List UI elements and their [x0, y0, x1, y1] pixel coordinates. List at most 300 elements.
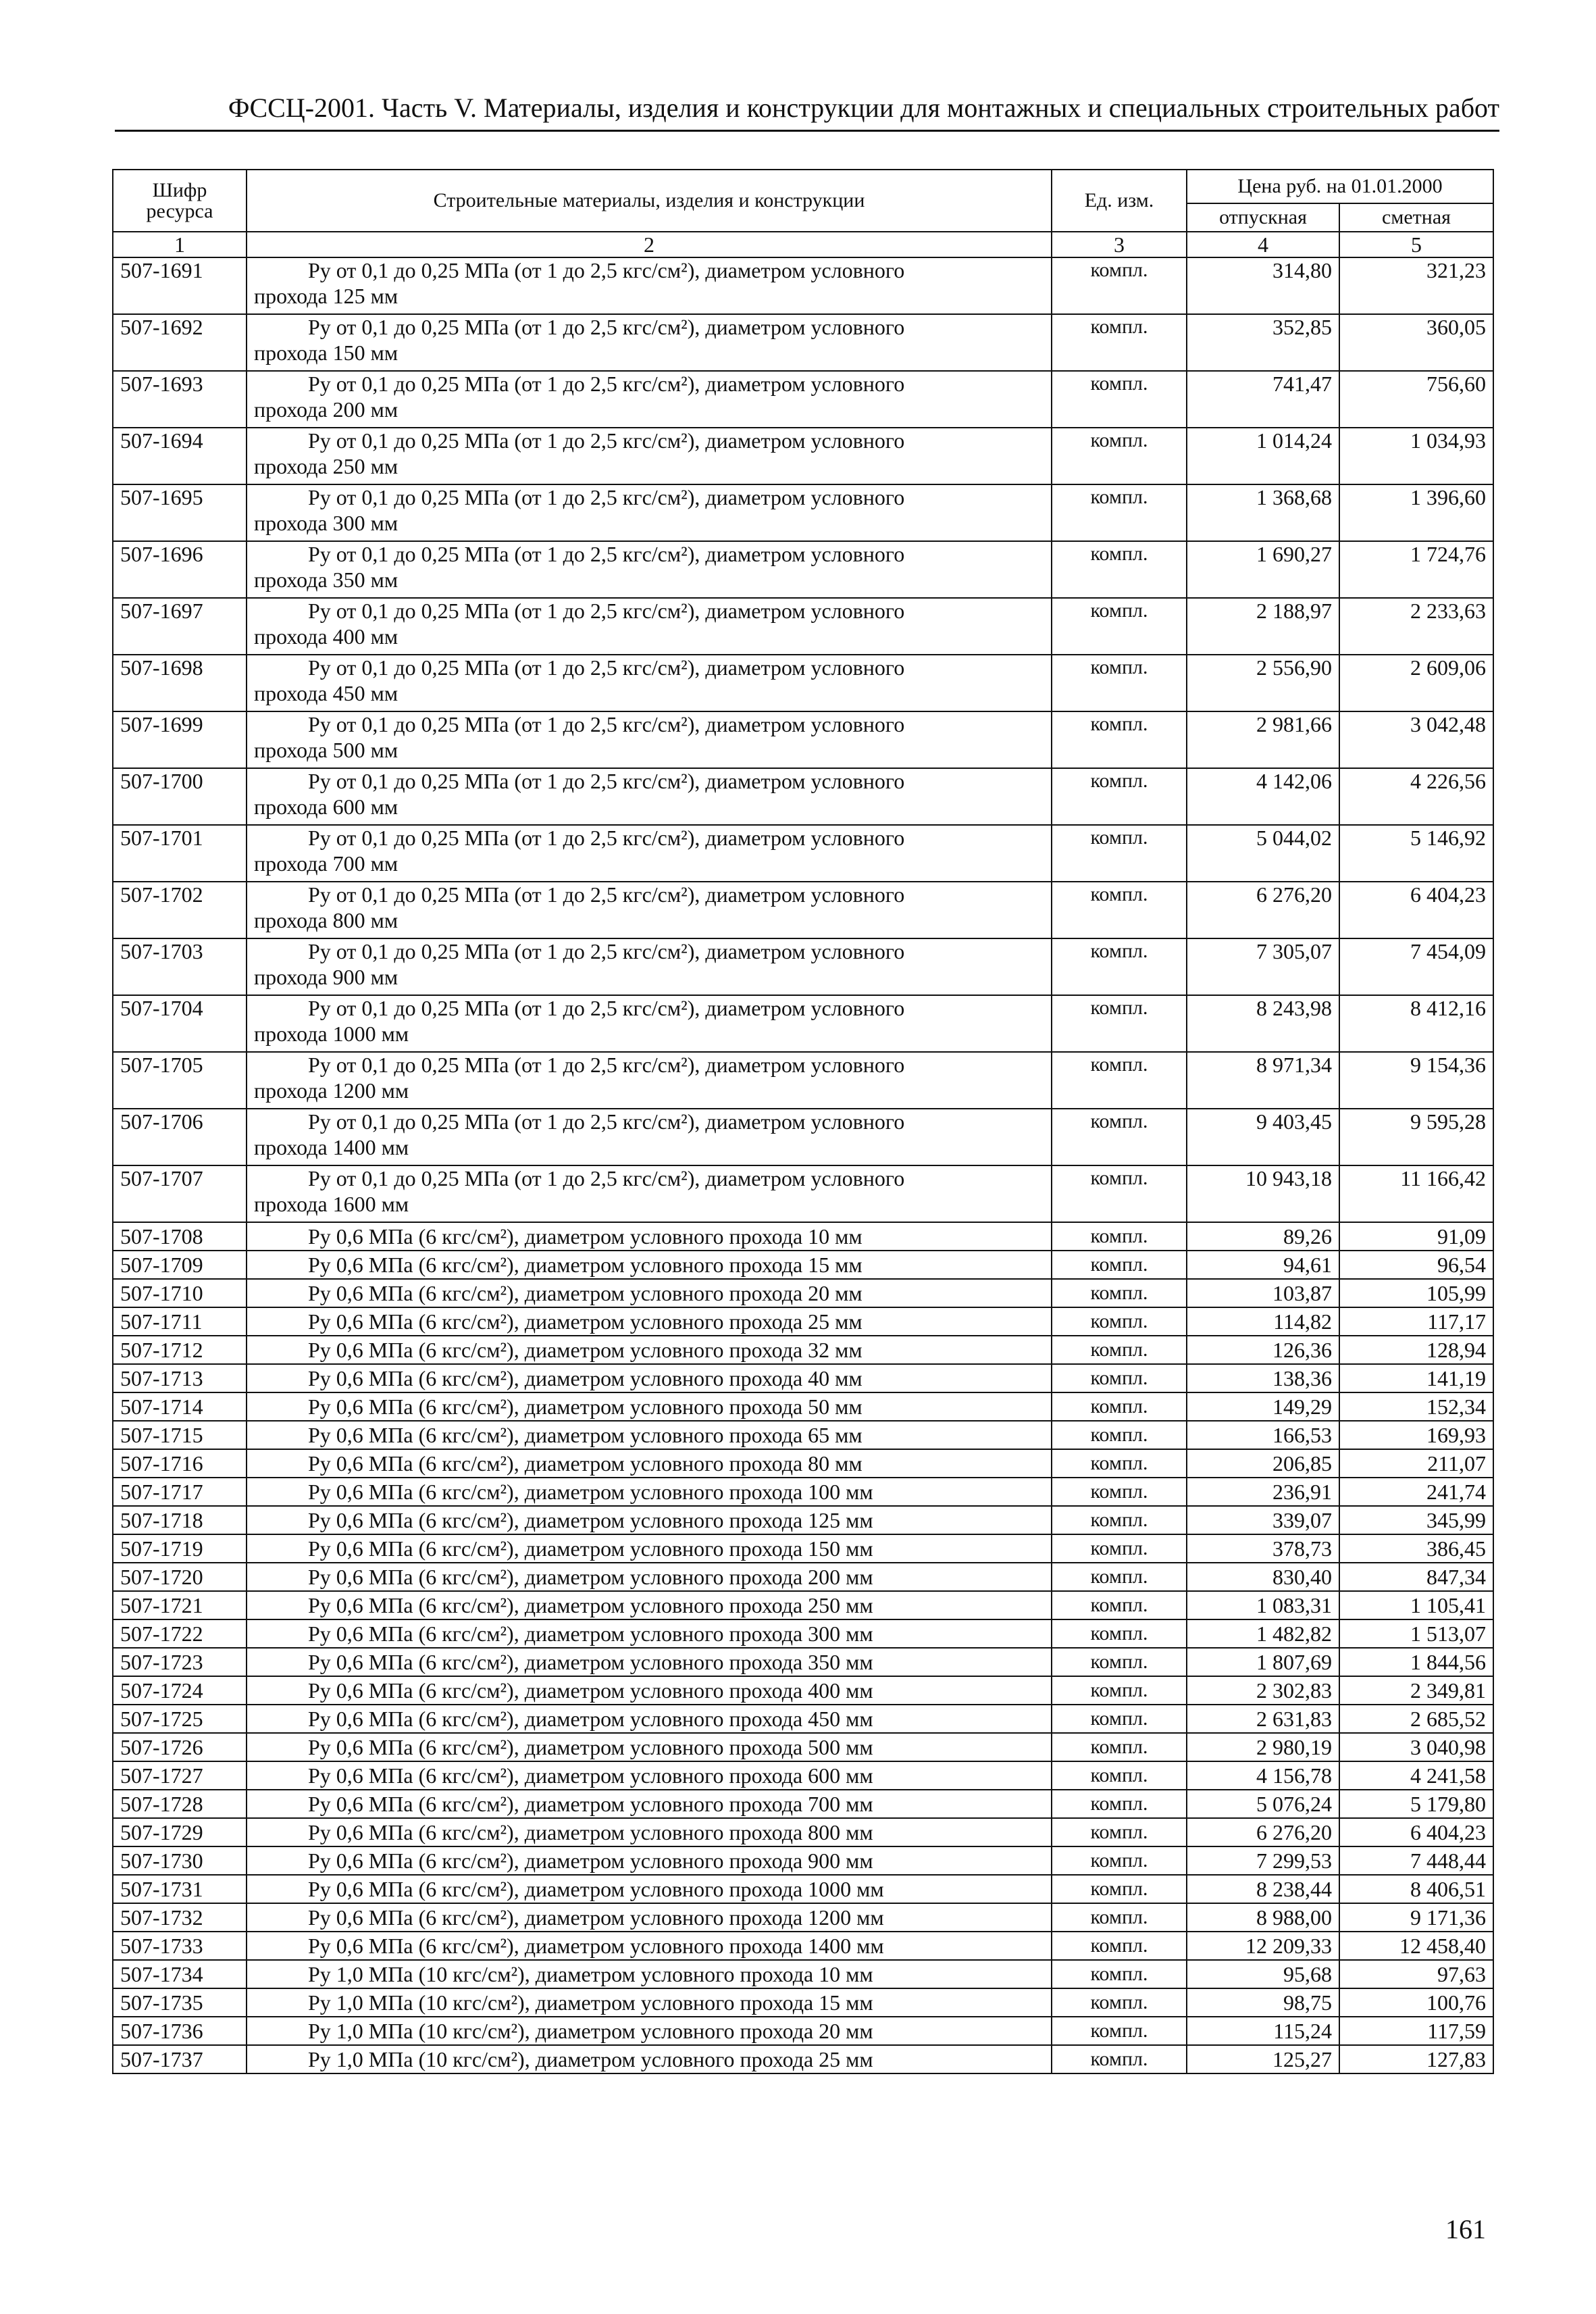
- resource-code-cell: 507-1702: [113, 882, 247, 938]
- resource-code-cell: 507-1710: [113, 1279, 247, 1307]
- description-cell: [247, 314, 1052, 371]
- description-line-1: Ру 0,6 МПа (6 кгс/см²), диаметром условного прохода 400 мм: [308, 1678, 873, 1703]
- estimate-price-cell: 4 226,56: [1339, 768, 1493, 825]
- unit-cell: компл.: [1052, 1733, 1187, 1761]
- release-price-cell: 1 368,68: [1187, 484, 1339, 541]
- unit-cell: компл.: [1052, 428, 1187, 484]
- description-line-1: Ру 0,6 МПа (6 кгс/см²), диаметром условного прохода 1200 мм: [308, 1905, 884, 1930]
- table-row: [113, 882, 1493, 938]
- unit-cell: компл.: [1052, 1591, 1187, 1619]
- description-line-1: Ру 0,6 МПа (6 кгс/см²), диаметром условного прохода 200 мм: [308, 1565, 873, 1589]
- description-line-1: Ру 0,6 МПа (6 кгс/см²), диаметром условного прохода 900 мм: [308, 1848, 873, 1873]
- description-line-1: Ру от 0,1 до 0,25 МПа (от 1 до 2,5 кгс/см²), диаметром условного: [308, 428, 905, 453]
- description-line-1: Ру от 0,1 до 0,25 МПа (от 1 до 2,5 кгс/см²), диаметром условного: [308, 372, 905, 396]
- unit-cell: компл.: [1052, 371, 1187, 428]
- estimate-price-cell: 321,23: [1339, 257, 1493, 314]
- resource-code-cell: 507-1731: [113, 1875, 247, 1903]
- resource-code-cell: 507-1711: [113, 1307, 247, 1336]
- estimate-price-cell: 7 448,44: [1339, 1846, 1493, 1875]
- description-line-1: Ру 1,0 МПа (10 кгс/см²), диаметром условного прохода 20 мм: [308, 2019, 873, 2043]
- resource-code-cell: 507-1717: [113, 1478, 247, 1506]
- release-price-cell: 6 276,20: [1187, 1818, 1339, 1846]
- estimate-price-cell: 96,54: [1339, 1251, 1493, 1279]
- description-cell: [247, 1790, 1052, 1818]
- table-row: [113, 995, 1493, 1052]
- table-row: [113, 1733, 1493, 1761]
- unit-cell: компл.: [1052, 655, 1187, 711]
- description-cell: [247, 1364, 1052, 1392]
- estimate-price-cell: 128,94: [1339, 1336, 1493, 1364]
- unit-cell: компл.: [1052, 938, 1187, 995]
- unit-cell: компл.: [1052, 1960, 1187, 1988]
- estimate-price-cell: 6 404,23: [1339, 1818, 1493, 1846]
- estimate-price-cell: 91,09: [1339, 1222, 1493, 1251]
- description-line-1: Ру 0,6 МПа (6 кгс/см²), диаметром условного прохода 125 мм: [308, 1508, 873, 1532]
- unit-cell: компл.: [1052, 598, 1187, 655]
- description-line-1: Ру от 0,1 до 0,25 МПа (от 1 до 2,5 кгс/см²), диаметром условного: [308, 1109, 905, 1134]
- resource-code-cell: 507-1733: [113, 1932, 247, 1960]
- estimate-price-cell: 5 146,92: [1339, 825, 1493, 882]
- unit-cell: компл.: [1052, 541, 1187, 598]
- description-line-1: Ру 1,0 МПа (10 кгс/см²), диаметром условного прохода 10 мм: [308, 1962, 873, 1986]
- description-line-1: Ру 0,6 МПа (6 кгс/см²), диаметром условного прохода 250 мм: [308, 1593, 873, 1617]
- description-cell: [247, 1619, 1052, 1648]
- estimate-price-cell: 847,34: [1339, 1563, 1493, 1591]
- description-cell: [247, 541, 1052, 598]
- unit-cell: компл.: [1052, 484, 1187, 541]
- estimate-price-cell: 1 105,41: [1339, 1591, 1493, 1619]
- estimate-price-cell: 756,60: [1339, 371, 1493, 428]
- description-line-1: Ру от 0,1 до 0,25 МПа (от 1 до 2,5 кгс/см²), диаметром условного: [308, 826, 905, 850]
- resource-code-cell: 507-1713: [113, 1364, 247, 1392]
- resource-code-cell: 507-1691: [113, 257, 247, 314]
- description-cell: [247, 1705, 1052, 1733]
- resource-code-cell: 507-1719: [113, 1534, 247, 1563]
- release-price-cell: 1 807,69: [1187, 1648, 1339, 1676]
- description-line-1: Ру от 0,1 до 0,25 МПа (от 1 до 2,5 кгс/см²), диаметром условного: [308, 485, 905, 509]
- unit-cell: компл.: [1052, 1818, 1187, 1846]
- release-price-cell: 378,73: [1187, 1534, 1339, 1563]
- release-price-cell: 94,61: [1187, 1251, 1339, 1279]
- price-table: [112, 169, 1494, 2074]
- release-price-cell: 2 631,83: [1187, 1705, 1339, 1733]
- release-price-cell: 314,80: [1187, 257, 1339, 314]
- description-cell: [247, 1932, 1052, 1960]
- unit-cell: компл.: [1052, 1563, 1187, 1591]
- unit-cell: компл.: [1052, 1619, 1187, 1648]
- resource-code-cell: 507-1698: [113, 655, 247, 711]
- unit-cell: компл.: [1052, 711, 1187, 768]
- estimate-price-cell: 8 412,16: [1339, 995, 1493, 1052]
- resource-code-cell: 507-1712: [113, 1336, 247, 1364]
- estimate-price-cell: 2 233,63: [1339, 598, 1493, 655]
- resource-code-cell: 507-1700: [113, 768, 247, 825]
- release-price-cell: 2 556,90: [1187, 655, 1339, 711]
- description-line-1: Ру от 0,1 до 0,25 МПа (от 1 до 2,5 кгс/см²), диаметром условного: [308, 1053, 905, 1077]
- description-line-1: Ру 0,6 МПа (6 кгс/см²), диаметром условного прохода 10 мм: [308, 1224, 863, 1249]
- description-cell: [247, 768, 1052, 825]
- unit-cell: компл.: [1052, 2017, 1187, 2045]
- unit-cell: компл.: [1052, 1251, 1187, 1279]
- resource-code-cell: 507-1695: [113, 484, 247, 541]
- unit-cell: компл.: [1052, 1988, 1187, 2017]
- estimate-price-cell: 8 406,51: [1339, 1875, 1493, 1903]
- description-line-2: прохода 1600 мм: [254, 1191, 409, 1216]
- description-cell: [247, 995, 1052, 1052]
- release-price-cell: 1 690,27: [1187, 541, 1339, 598]
- description-cell: [247, 2045, 1052, 2073]
- unit-cell: компл.: [1052, 1336, 1187, 1364]
- description-line-1: Ру от 0,1 до 0,25 МПа (от 1 до 2,5 кгс/см²), диаметром условного: [308, 258, 905, 282]
- estimate-price-cell: 2 685,52: [1339, 1705, 1493, 1733]
- description-cell: [247, 1478, 1052, 1506]
- description-line-1: Ру от 0,1 до 0,25 МПа (от 1 до 2,5 кгс/см²), диаметром условного: [308, 996, 905, 1020]
- unit-cell: компл.: [1052, 1705, 1187, 1733]
- resource-code-cell: 507-1735: [113, 1988, 247, 2017]
- estimate-price-cell: 169,93: [1339, 1421, 1493, 1449]
- estimate-price-cell: 1 844,56: [1339, 1648, 1493, 1676]
- release-price-cell: 8 971,34: [1187, 1052, 1339, 1109]
- unit-cell: компл.: [1052, 1648, 1187, 1676]
- resource-code-cell: 507-1726: [113, 1733, 247, 1761]
- resource-code-cell: 507-1736: [113, 2017, 247, 2045]
- estimate-price-cell: 1 396,60: [1339, 484, 1493, 541]
- table-row: [113, 428, 1493, 484]
- table-row: [113, 1109, 1493, 1165]
- estimate-price-cell: 5 179,80: [1339, 1790, 1493, 1818]
- release-price-cell: 2 188,97: [1187, 598, 1339, 655]
- table-row: [113, 1421, 1493, 1449]
- resource-code-cell: 507-1720: [113, 1563, 247, 1591]
- description-line-2: прохода 1200 мм: [254, 1078, 409, 1103]
- release-price-cell: 9 403,45: [1187, 1109, 1339, 1165]
- description-line-1: Ру от 0,1 до 0,25 МПа (от 1 до 2,5 кгс/см²), диаметром условного: [308, 542, 905, 566]
- table-row: [113, 484, 1493, 541]
- resource-code-cell: 507-1704: [113, 995, 247, 1052]
- description-cell: [247, 1563, 1052, 1591]
- description-line-1: Ру от 0,1 до 0,25 МПа (от 1 до 2,5 кгс/см²), диаметром условного: [308, 882, 905, 907]
- table-row: [113, 655, 1493, 711]
- table-row: [113, 2045, 1493, 2073]
- release-price-cell: 125,27: [1187, 2045, 1339, 2073]
- table-row: [113, 1251, 1493, 1279]
- estimate-price-cell: 241,74: [1339, 1478, 1493, 1506]
- release-price-cell: 7 305,07: [1187, 938, 1339, 995]
- description-cell: [247, 1960, 1052, 1988]
- estimate-price-cell: 152,34: [1339, 1392, 1493, 1421]
- description-cell: [247, 2017, 1052, 2045]
- release-price-cell: 89,26: [1187, 1222, 1339, 1251]
- description-cell: [247, 1761, 1052, 1790]
- unit-cell: компл.: [1052, 314, 1187, 371]
- unit-cell: компл.: [1052, 1846, 1187, 1875]
- description-line-1: Ру 1,0 МПа (10 кгс/см²), диаметром условного прохода 15 мм: [308, 1990, 873, 2015]
- description-cell: [247, 1307, 1052, 1336]
- column-number: 3: [1052, 232, 1187, 257]
- release-price-cell: 830,40: [1187, 1563, 1339, 1591]
- resource-code-cell: 507-1708: [113, 1222, 247, 1251]
- description-cell: [247, 371, 1052, 428]
- description-cell: [247, 1109, 1052, 1165]
- release-price-cell: 2 302,83: [1187, 1676, 1339, 1705]
- table-row: [113, 1534, 1493, 1563]
- description-line-2: прохода 350 мм: [254, 567, 398, 592]
- table-row: [113, 1506, 1493, 1534]
- description-cell: [247, 1676, 1052, 1705]
- table-row: [113, 1336, 1493, 1364]
- release-price-cell: 10 943,18: [1187, 1165, 1339, 1222]
- description-cell: [247, 1846, 1052, 1875]
- description-line-1: Ру от 0,1 до 0,25 МПа (от 1 до 2,5 кгс/см²), диаметром условного: [308, 769, 905, 793]
- description-cell: [247, 598, 1052, 655]
- estimate-price-cell: 97,63: [1339, 1960, 1493, 1988]
- description-cell: [247, 882, 1052, 938]
- description-line-1: Ру от 0,1 до 0,25 МПа (от 1 до 2,5 кгс/см²), диаметром условного: [308, 599, 905, 623]
- unit-cell: компл.: [1052, 1109, 1187, 1165]
- unit-cell: компл.: [1052, 1364, 1187, 1392]
- table-row: [113, 1648, 1493, 1676]
- release-price-cell: 339,07: [1187, 1506, 1339, 1534]
- description-line-2: прохода 200 мм: [254, 397, 398, 422]
- release-price-cell: 352,85: [1187, 314, 1339, 371]
- estimate-price-cell: 11 166,42: [1339, 1165, 1493, 1222]
- description-cell: [247, 1336, 1052, 1364]
- description-line-2: прохода 400 мм: [254, 624, 398, 649]
- column-number: 2: [247, 232, 1052, 257]
- estimate-price-cell: 141,19: [1339, 1364, 1493, 1392]
- estimate-price-cell: 6 404,23: [1339, 882, 1493, 938]
- description-line-2: прохода 900 мм: [254, 964, 398, 989]
- col-header-unit: Ед. изм.: [1052, 170, 1187, 232]
- estimate-price-cell: 9 595,28: [1339, 1109, 1493, 1165]
- description-line-1: Ру 0,6 МПа (6 кгс/см²), диаметром условного прохода 100 мм: [308, 1480, 873, 1504]
- description-cell: [247, 1648, 1052, 1676]
- description-cell: [247, 1052, 1052, 1109]
- description-cell: [247, 1421, 1052, 1449]
- resource-code-cell: 507-1725: [113, 1705, 247, 1733]
- resource-code-cell: 507-1701: [113, 825, 247, 882]
- description-cell: [247, 1903, 1052, 1932]
- unit-cell: компл.: [1052, 257, 1187, 314]
- table-row: [113, 1903, 1493, 1932]
- release-price-cell: 114,82: [1187, 1307, 1339, 1336]
- table-row: [113, 541, 1493, 598]
- table-row: [113, 1790, 1493, 1818]
- description-cell: [247, 1591, 1052, 1619]
- resource-code-cell: 507-1721: [113, 1591, 247, 1619]
- description-line-2: прохода 800 мм: [254, 907, 398, 932]
- description-cell: [247, 1251, 1052, 1279]
- description-line-2: прохода 150 мм: [254, 340, 398, 365]
- unit-cell: компл.: [1052, 882, 1187, 938]
- description-line-1: Ру от 0,1 до 0,25 МПа (от 1 до 2,5 кгс/см²), диаметром условного: [308, 1166, 905, 1190]
- description-cell: [247, 1392, 1052, 1421]
- table-row: [113, 1591, 1493, 1619]
- table-body: [113, 257, 1493, 2073]
- description-line-2: прохода 700 мм: [254, 851, 398, 876]
- resource-code-cell: 507-1706: [113, 1109, 247, 1165]
- description-line-1: Ру 0,6 МПа (6 кгс/см²), диаметром условного прохода 50 мм: [308, 1394, 863, 1419]
- release-price-cell: 741,47: [1187, 371, 1339, 428]
- table-row: [113, 2017, 1493, 2045]
- estimate-price-cell: 4 241,58: [1339, 1761, 1493, 1790]
- release-price-cell: 126,36: [1187, 1336, 1339, 1364]
- table-row: [113, 1761, 1493, 1790]
- description-line-1: Ру от 0,1 до 0,25 МПа (от 1 до 2,5 кгс/см²), диаметром условного: [308, 939, 905, 963]
- description-cell: [247, 1165, 1052, 1222]
- estimate-price-cell: 360,05: [1339, 314, 1493, 371]
- release-price-cell: 5 076,24: [1187, 1790, 1339, 1818]
- release-price-cell: 98,75: [1187, 1988, 1339, 2017]
- description-line-1: Ру 0,6 МПа (6 кгс/см²), диаметром условного прохода 25 мм: [308, 1309, 863, 1334]
- column-number: 4: [1187, 232, 1339, 257]
- description-cell: [247, 1449, 1052, 1478]
- release-price-cell: 95,68: [1187, 1960, 1339, 1988]
- description-cell: [247, 1875, 1052, 1903]
- release-price-cell: 12 209,33: [1187, 1932, 1339, 1960]
- description-cell: [247, 1222, 1052, 1251]
- resource-code-cell: 507-1692: [113, 314, 247, 371]
- table-row: [113, 1222, 1493, 1251]
- resource-code-cell: 507-1737: [113, 2045, 247, 2073]
- resource-code-cell: 507-1728: [113, 1790, 247, 1818]
- estimate-price-cell: 386,45: [1339, 1534, 1493, 1563]
- release-price-cell: 4 156,78: [1187, 1761, 1339, 1790]
- table-row: [113, 1165, 1493, 1222]
- table-row: [113, 1449, 1493, 1478]
- description-cell: [247, 484, 1052, 541]
- resource-code-cell: 507-1694: [113, 428, 247, 484]
- unit-cell: компл.: [1052, 1761, 1187, 1790]
- resource-code-cell: 507-1709: [113, 1251, 247, 1279]
- release-price-cell: 103,87: [1187, 1279, 1339, 1307]
- description-line-1: Ру 0,6 МПа (6 кгс/см²), диаметром условного прохода 500 мм: [308, 1735, 873, 1759]
- estimate-price-cell: 345,99: [1339, 1506, 1493, 1534]
- table-row: [113, 1619, 1493, 1648]
- table-row: [113, 1988, 1493, 2017]
- resource-code-cell: 507-1696: [113, 541, 247, 598]
- resource-code-cell: 507-1722: [113, 1619, 247, 1648]
- unit-cell: компл.: [1052, 1790, 1187, 1818]
- description-cell: [247, 257, 1052, 314]
- description-line-1: Ру 0,6 МПа (6 кгс/см²), диаметром условного прохода 65 мм: [308, 1423, 863, 1447]
- release-price-cell: 1 083,31: [1187, 1591, 1339, 1619]
- table-row: [113, 1846, 1493, 1875]
- description-line-1: Ру 0,6 МПа (6 кгс/см²), диаметром условного прохода 80 мм: [308, 1451, 863, 1476]
- description-line-1: Ру 0,6 МПа (6 кгс/см²), диаметром условного прохода 15 мм: [308, 1253, 863, 1277]
- estimate-price-cell: 3 040,98: [1339, 1733, 1493, 1761]
- column-number: 1: [113, 232, 247, 257]
- table-row: [113, 825, 1493, 882]
- header-rule: [115, 130, 1499, 132]
- page-header-title: ФССЦ-2001. Часть V. Материалы, изделия и конструкции для монтажных и специальных строительных работ: [228, 93, 1499, 123]
- unit-cell: компл.: [1052, 1421, 1187, 1449]
- table-row: [113, 938, 1493, 995]
- resource-code-cell: 507-1705: [113, 1052, 247, 1109]
- description-line-2: прохода 125 мм: [254, 283, 398, 308]
- description-line-2: прохода 250 мм: [254, 453, 398, 478]
- description-cell: [247, 428, 1052, 484]
- table-row: [113, 1960, 1493, 1988]
- resource-code-cell: 507-1703: [113, 938, 247, 995]
- description-line-1: Ру 0,6 МПа (6 кгс/см²), диаметром условного прохода 600 мм: [308, 1763, 873, 1788]
- description-line-1: Ру от 0,1 до 0,25 МПа (от 1 до 2,5 кгс/см²), диаметром условного: [308, 315, 905, 339]
- release-price-cell: 8 238,44: [1187, 1875, 1339, 1903]
- release-price-cell: 5 044,02: [1187, 825, 1339, 882]
- release-price-cell: 2 980,19: [1187, 1733, 1339, 1761]
- description-line-1: Ру 0,6 МПа (6 кгс/см²), диаметром условного прохода 800 мм: [308, 1820, 873, 1844]
- unit-cell: компл.: [1052, 1052, 1187, 1109]
- release-price-cell: 1 014,24: [1187, 428, 1339, 484]
- table-row: [113, 1875, 1493, 1903]
- description-line-2: прохода 1000 мм: [254, 1021, 409, 1046]
- release-price-cell: 166,53: [1187, 1421, 1339, 1449]
- release-price-cell: 6 276,20: [1187, 882, 1339, 938]
- unit-cell: компл.: [1052, 995, 1187, 1052]
- description-line-1: Ру 0,6 МПа (6 кгс/см²), диаметром условного прохода 300 мм: [308, 1621, 873, 1646]
- unit-cell: компл.: [1052, 1676, 1187, 1705]
- description-line-1: Ру от 0,1 до 0,25 МПа (от 1 до 2,5 кгс/см²), диаметром условного: [308, 712, 905, 736]
- unit-cell: компл.: [1052, 1875, 1187, 1903]
- resource-code-cell: 507-1716: [113, 1449, 247, 1478]
- resource-code-cell: 507-1723: [113, 1648, 247, 1676]
- unit-cell: компл.: [1052, 1392, 1187, 1421]
- resource-code-cell: 507-1693: [113, 371, 247, 428]
- unit-cell: компл.: [1052, 1903, 1187, 1932]
- unit-cell: компл.: [1052, 1307, 1187, 1336]
- col-header-code: Шифр ресурса: [113, 170, 247, 232]
- table-row: [113, 314, 1493, 371]
- estimate-price-cell: 9 171,36: [1339, 1903, 1493, 1932]
- description-cell: [247, 825, 1052, 882]
- resource-code-cell: 507-1715: [113, 1421, 247, 1449]
- unit-cell: компл.: [1052, 1932, 1187, 1960]
- estimate-price-cell: 7 454,09: [1339, 938, 1493, 995]
- resource-code-cell: 507-1724: [113, 1676, 247, 1705]
- table-row: [113, 1478, 1493, 1506]
- description-cell: [247, 711, 1052, 768]
- description-line-2: прохода 600 мм: [254, 794, 398, 819]
- table-row: [113, 371, 1493, 428]
- description-cell: [247, 1279, 1052, 1307]
- description-line-2: прохода 1400 мм: [254, 1134, 409, 1159]
- description-line-1: Ру от 0,1 до 0,25 МПа (от 1 до 2,5 кгс/см²), диаметром условного: [308, 655, 905, 680]
- description-cell: [247, 1988, 1052, 2017]
- description-cell: [247, 938, 1052, 995]
- description-line-1: Ру 0,6 МПа (6 кгс/см²), диаметром условного прохода 700 мм: [308, 1792, 873, 1816]
- unit-cell: компл.: [1052, 1534, 1187, 1563]
- description-line-2: прохода 500 мм: [254, 737, 398, 762]
- description-line-1: Ру 0,6 МПа (6 кгс/см²), диаметром условного прохода 150 мм: [308, 1536, 873, 1561]
- estimate-price-cell: 117,59: [1339, 2017, 1493, 2045]
- release-price-cell: 4 142,06: [1187, 768, 1339, 825]
- estimate-price-cell: 2 349,81: [1339, 1676, 1493, 1705]
- resource-code-cell: 507-1699: [113, 711, 247, 768]
- resource-code-cell: 507-1707: [113, 1165, 247, 1222]
- release-price-cell: 2 981,66: [1187, 711, 1339, 768]
- table-row: [113, 1932, 1493, 1960]
- resource-code-cell: 507-1727: [113, 1761, 247, 1790]
- description-cell: [247, 1534, 1052, 1563]
- table-row: [113, 768, 1493, 825]
- release-price-cell: 7 299,53: [1187, 1846, 1339, 1875]
- description-line-2: прохода 300 мм: [254, 510, 398, 535]
- description-line-1: Ру 1,0 МПа (10 кгс/см²), диаметром условного прохода 25 мм: [308, 2047, 873, 2071]
- resource-code-cell: 507-1697: [113, 598, 247, 655]
- estimate-price-cell: 3 042,48: [1339, 711, 1493, 768]
- estimate-price-cell: 2 609,06: [1339, 655, 1493, 711]
- table-row: [113, 1563, 1493, 1591]
